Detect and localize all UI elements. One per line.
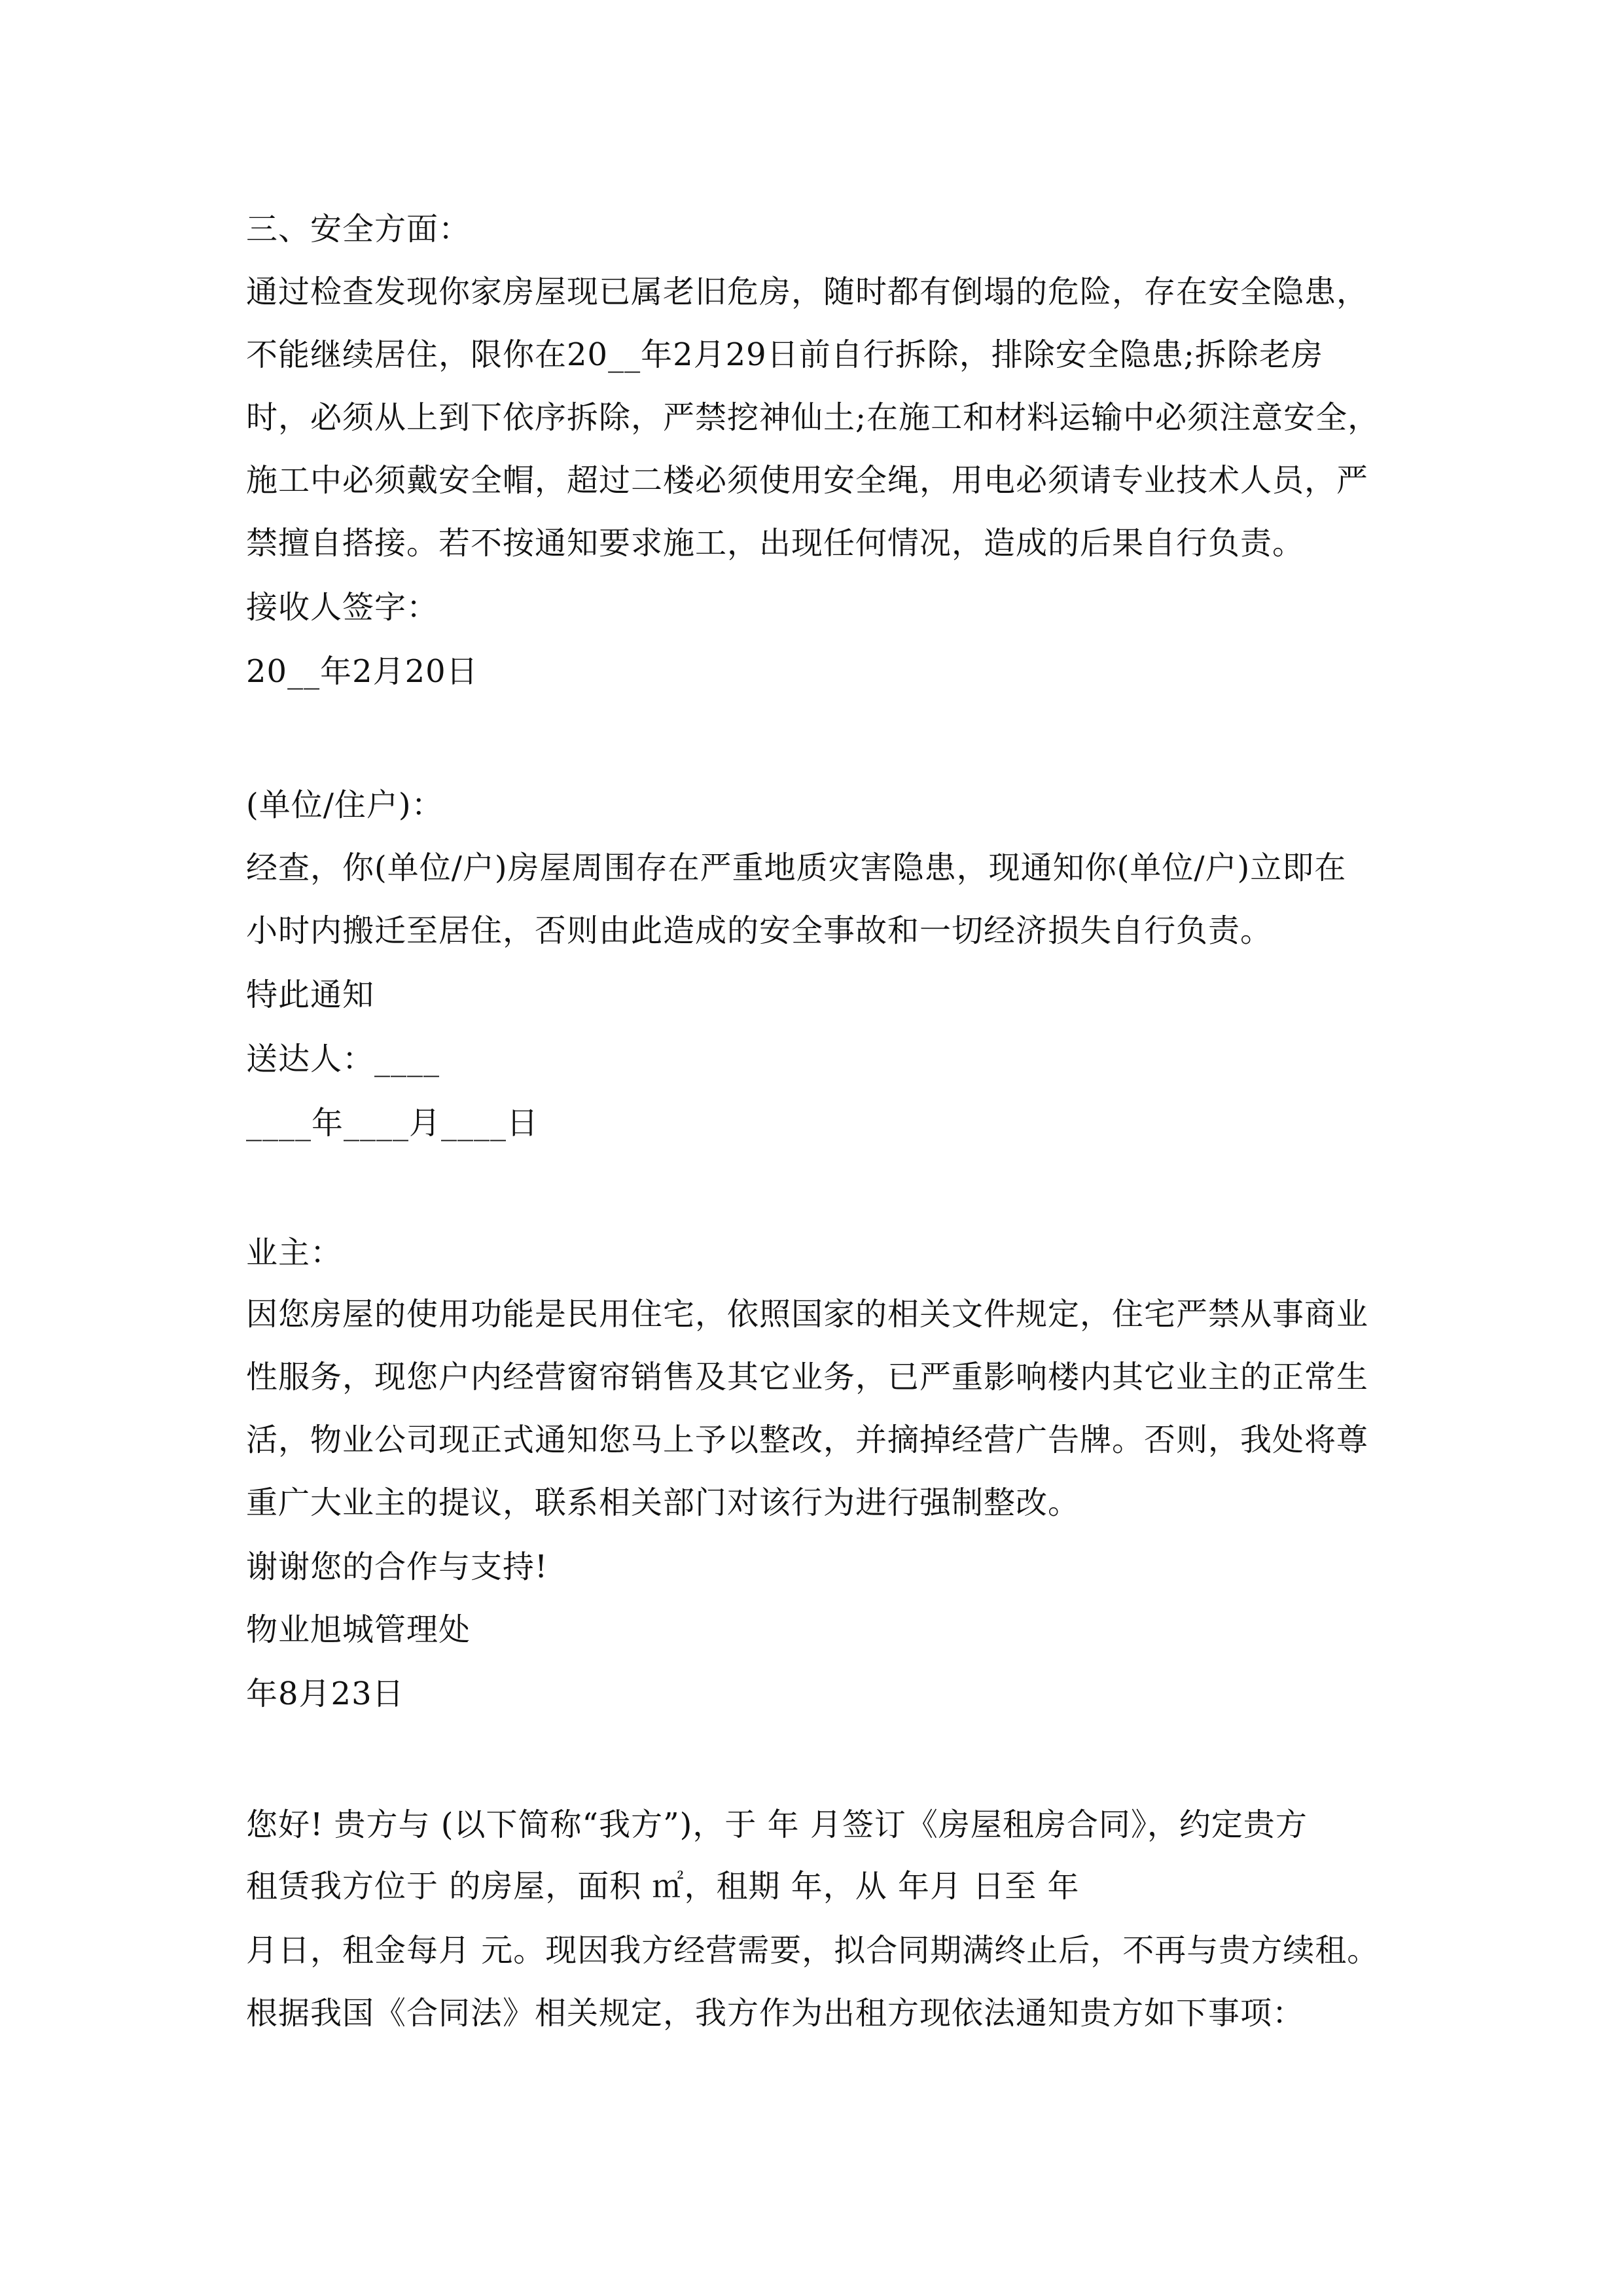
addressee: (单位/住户)： (246, 787, 444, 823)
paragraph-line: 时，必须从上到下依序拆除，严禁挖神仙土;在施工和材料运输中必须注意安全， (246, 399, 1380, 436)
notice-date: 20__年2月20日 (246, 653, 478, 690)
paragraph-line: 施工中必须戴安全帽，超过二楼必须使用安全绳，用电必须请专业技术人员，严 (246, 462, 1369, 499)
paragraph-line: 小时内搬迁至居住，否则由此造成的安全事故和一切经济损失自行负责。 (246, 912, 1273, 949)
notice-date: ____年____月____日 (246, 1105, 539, 1141)
addressee: 业主： (246, 1234, 343, 1271)
paragraph-line: 月日，租金每月 元。现因我方经营需要，拟合同期满终止后，不再与贵方续租。 (246, 1932, 1380, 1969)
paragraph-line: 因您房屋的使用功能是民用住宅，依照国家的相关文件规定，住宅严禁从事商业 (246, 1296, 1369, 1333)
paragraph-line: 禁擅自搭接。若不按通知要求施工，出现任何情况，造成的后果自行负责。 (246, 525, 1305, 562)
closing-remark: 特此通知 (246, 977, 375, 1013)
notice-date: 年8月23日 (246, 1676, 404, 1712)
recipient-signature-label: 接收人签字： (246, 589, 439, 626)
paragraph-line: 根据我国《合同法》相关规定，我方作为出租方现依法通知贵方如下事项： (246, 1995, 1305, 2032)
paragraph-line: 不能继续居住，限你在20__年2月29日前自行拆除，排除安全隐患;拆除老房 (246, 336, 1323, 373)
paragraph-line: 通过检查发现你家房屋现已属老旧危房，随时都有倒塌的危险，存在安全隐患， (246, 274, 1369, 310)
paragraph-line: 重广大业主的提议，联系相关部门对该行为进行强制整改。 (246, 1484, 1080, 1521)
paragraph-line: 活，物业公司现正式通知您马上予以整改，并摘掉经营广告牌。否则，我处将尊 (246, 1422, 1369, 1458)
signature-line: 物业旭城管理处 (246, 1611, 471, 1648)
paragraph-line: 性服务，现您户内经营窗帘销售及其它业务，已严重影响楼内其它业主的正常生 (246, 1359, 1369, 1395)
paragraph-line: 您好! 贵方与 (以下简称“我方”)，于 年 月签订《房屋租房合同》，约定贵方 (246, 1806, 1308, 1843)
paragraph-line: 经查，你(单位/户)房屋周围存在严重地质灾害隐患，现通知你(单位/户)立即在 (246, 850, 1347, 886)
section-heading: 三、安全方面： (246, 211, 471, 247)
sender-label: 送达人：____ (246, 1041, 440, 1077)
thanks-line: 谢谢您的合作与支持! (246, 1549, 548, 1585)
paragraph-line: 租赁我方位于 的房屋，面积 ㎡，租期 年，从 年月 日至 年 (246, 1868, 1080, 1905)
